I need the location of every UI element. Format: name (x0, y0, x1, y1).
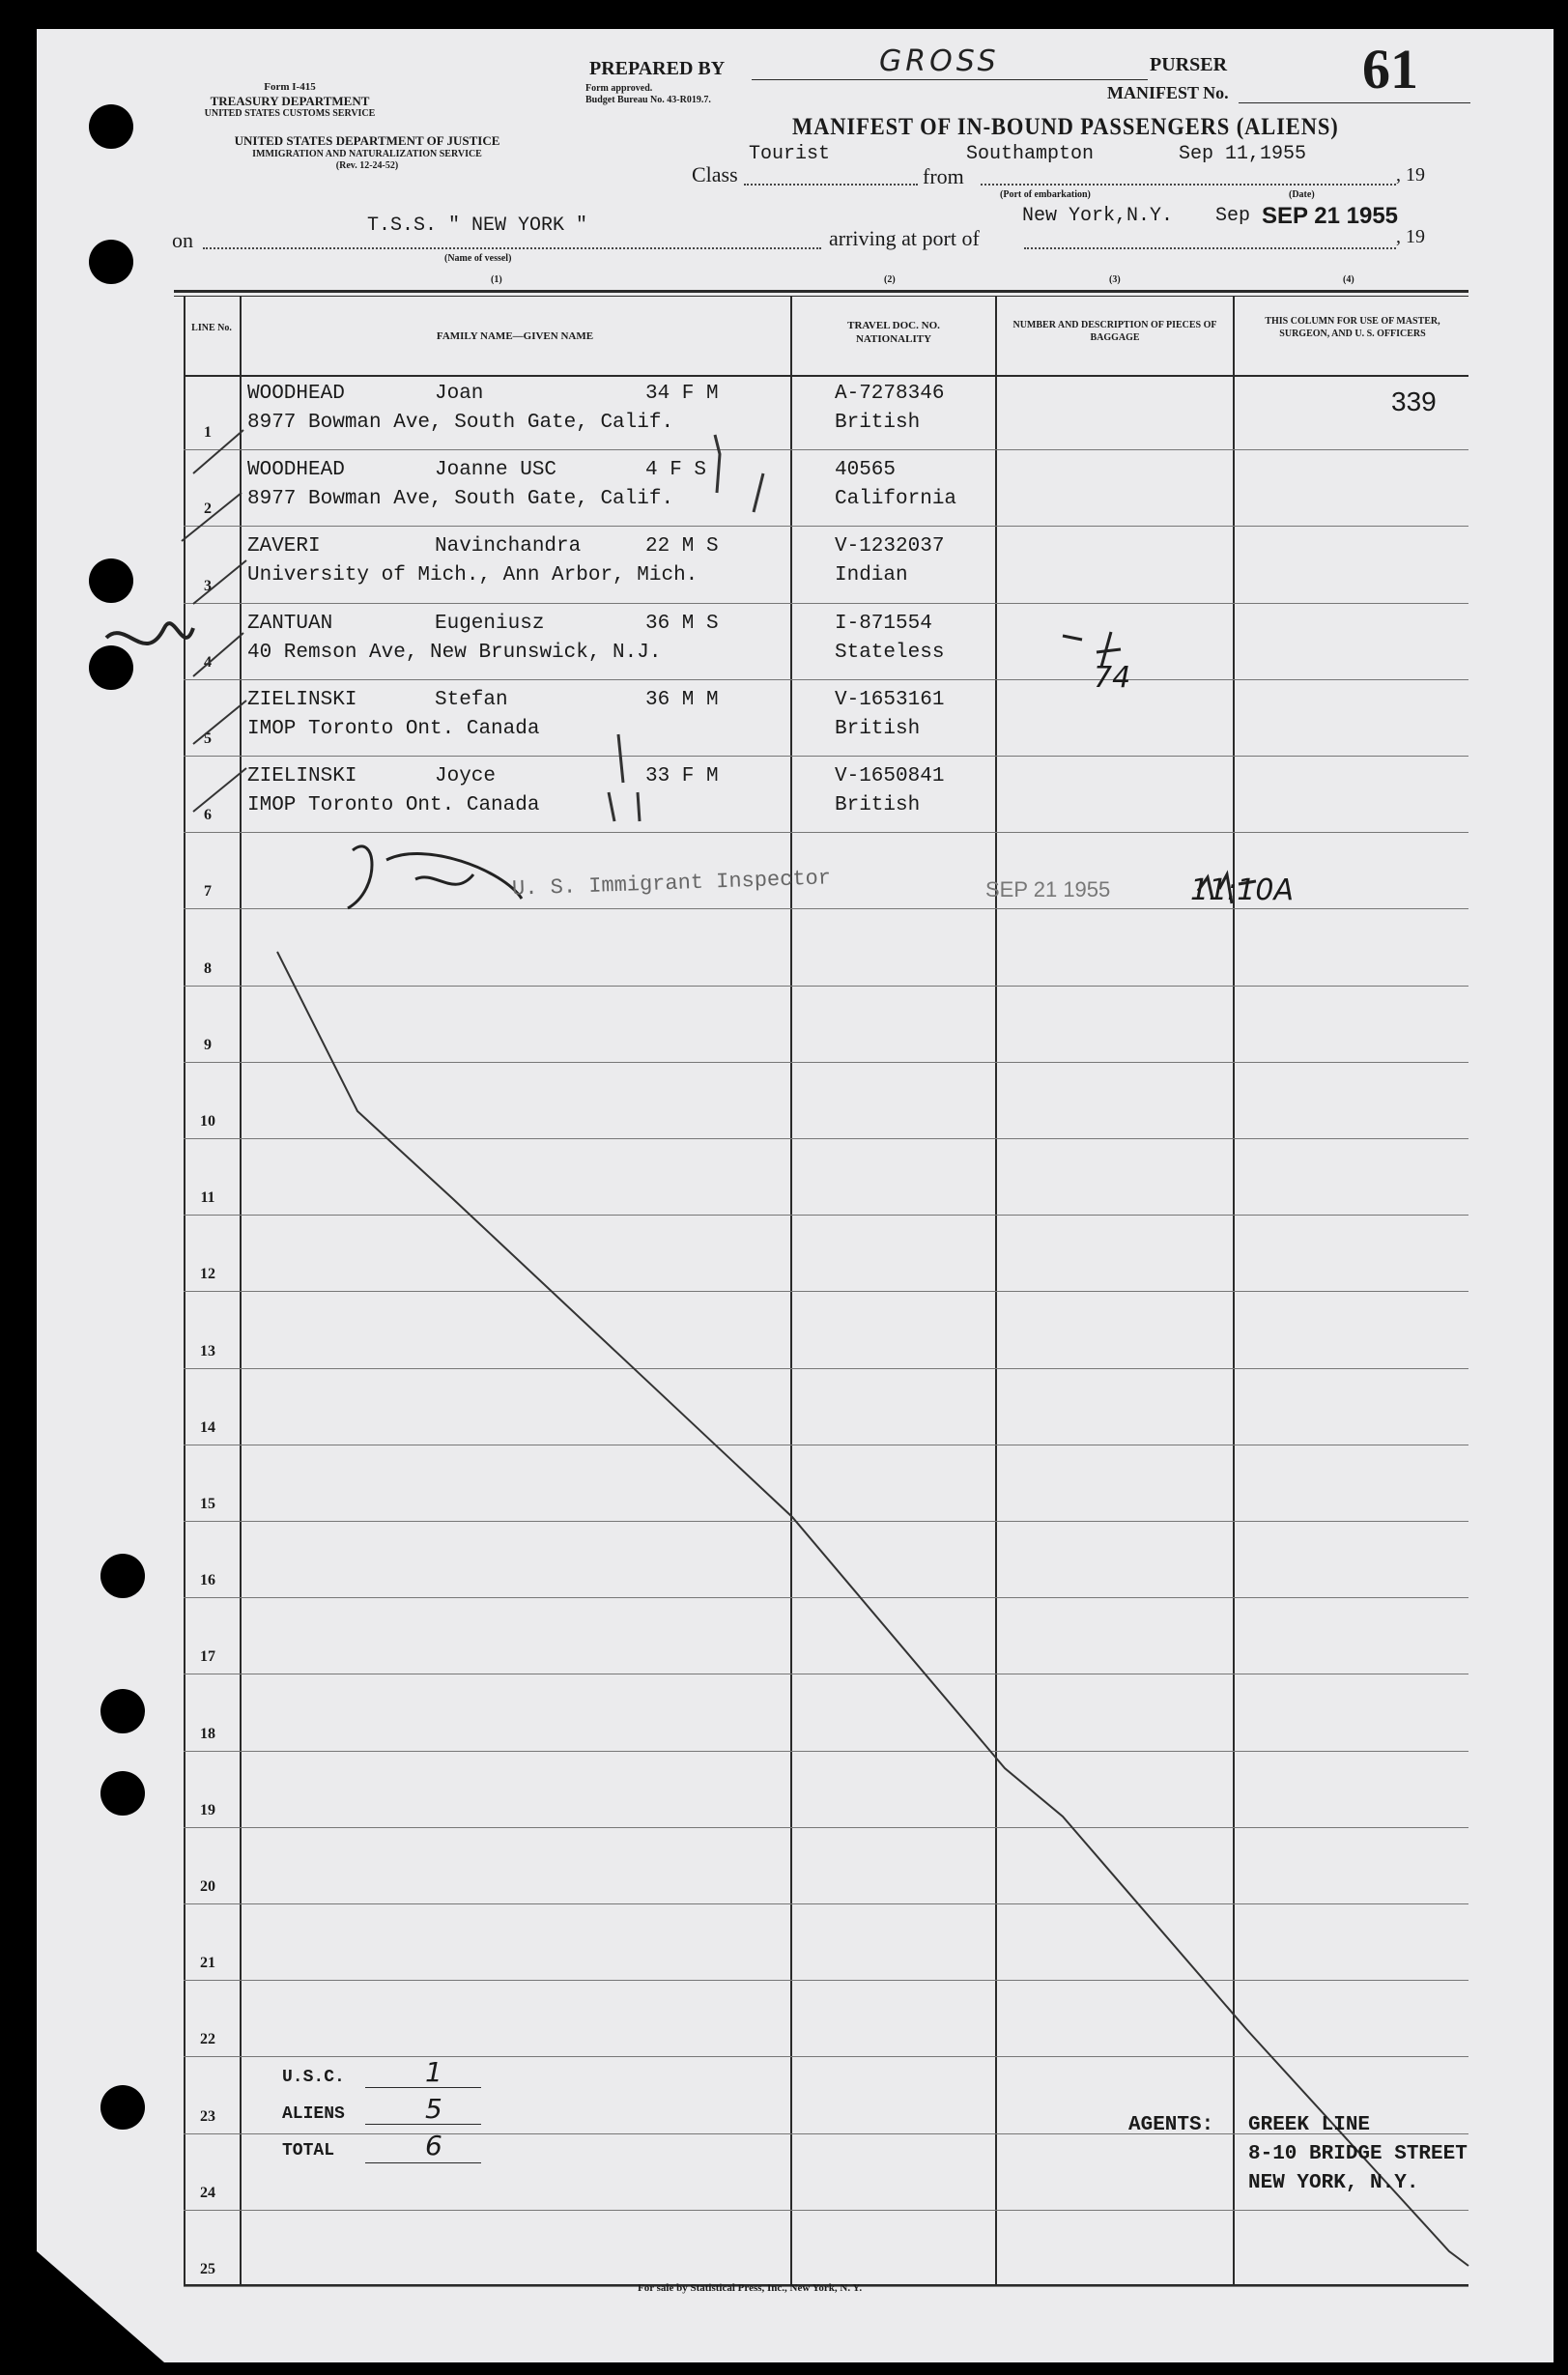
line-number: 21 (200, 1955, 215, 1972)
passenger-travel-doc: I-871554 (835, 612, 932, 635)
line-number: 5 (204, 730, 212, 747)
arrival-date-stamp: SEP 21 1955 (1262, 203, 1399, 229)
budget-bureau: Budget Bureau No. 43-R019.7. (585, 95, 711, 105)
arrival-date-typed: Sep (1215, 205, 1251, 227)
line-number: 4 (204, 653, 212, 671)
inspector-time: 11:10A (1190, 873, 1294, 907)
form-approved: Form approved. (585, 83, 653, 94)
line-number: 1 (204, 424, 212, 442)
passenger-address: IMOP Toronto Ont. Canada (247, 794, 540, 816)
passenger-given-name: Joanne USC (435, 459, 557, 482)
customs-service: UNITED STATES CUSTOMS SERVICE (204, 108, 376, 119)
line-number: 20 (200, 1878, 215, 1895)
passenger-given-name: Joyce (435, 765, 497, 787)
passenger-travel-doc: 40565 (835, 459, 897, 482)
agents-line-1: GREEK LINE (1248, 2114, 1371, 2136)
passenger-nationality: Stateless (835, 641, 945, 664)
col-1-number: (1) (491, 274, 502, 285)
usc-label: U.S.C. (282, 2068, 345, 2087)
line-checkmarks (182, 430, 246, 812)
passenger-nationality: Indian (835, 564, 908, 587)
passenger-age-sex: 33 F M (645, 765, 719, 787)
prepared-by-label: PREPARED BY (589, 58, 726, 79)
passenger-given-name: Eugeniusz (435, 612, 545, 635)
passenger-surname: ZIELINSKI (247, 765, 357, 787)
agents-label: AGENTS: (1128, 2114, 1214, 2136)
aliens-label: ALIENS (282, 2104, 345, 2124)
arriving-label: arriving at port of (829, 226, 980, 250)
header-baggage: NUMBER AND DESCRIPTION OF PIECES OF BAGGAGE (1012, 320, 1217, 343)
line-number: 7 (204, 883, 212, 901)
passenger-address: 8977 Bowman Ave, South Gate, Calif. (247, 488, 674, 511)
revision: (Rev. 12-24-52) (335, 160, 399, 171)
header-line-no: LINE No. (191, 323, 232, 333)
line-number: 13 (200, 1342, 215, 1359)
line-number: 24 (200, 2184, 215, 2201)
passenger-given-name: Joan (435, 383, 484, 405)
line-number: 9 (204, 1036, 212, 1053)
purser-signature: GROSS (879, 44, 1000, 78)
passenger-surname: WOODHEAD (247, 383, 345, 405)
port-caption: (Port of embarkation) (1000, 189, 1091, 200)
line-number: 17 (200, 1648, 215, 1666)
passenger-address: IMOP Toronto Ont. Canada (247, 717, 540, 740)
passenger-nationality: British (835, 412, 921, 434)
departure-date: Sep 11,1955 (1179, 143, 1307, 165)
passenger-baggage: 74 (1094, 660, 1131, 695)
arrival-port: New York,N.Y. (1022, 205, 1174, 227)
line-number: 11 (200, 1189, 215, 1207)
line-number: 3 (204, 577, 212, 594)
line-number: 16 (200, 1572, 215, 1589)
footer-printer: For sale by Statistical Press, Inc., New York, N. Y. (638, 2282, 863, 2294)
passenger-travel-doc: V-1653161 (835, 688, 945, 711)
line-number: 12 (200, 1266, 215, 1283)
passenger-age-sex: 4 F S (645, 459, 707, 482)
passenger-surname: WOODHEAD (247, 459, 345, 482)
passenger-nationality: British (835, 794, 921, 816)
header-name: FAMILY NAME—GIVEN NAME (436, 330, 594, 342)
line-number: 19 (200, 1801, 215, 1818)
col-4-number: (4) (1343, 274, 1354, 285)
line-number: 18 (200, 1725, 215, 1742)
passenger-officer-note: 339 (1391, 386, 1437, 416)
manifest-no-label: MANIFEST No. (1107, 83, 1229, 102)
passenger-address: 40 Remson Ave, New Brunswick, N.J. (247, 641, 662, 664)
ins-service: IMMIGRATION AND NATURALIZATION SERVICE (252, 149, 482, 159)
on-label: on (172, 228, 193, 252)
purser-label: PURSER (1150, 54, 1228, 75)
manifest-number: 61 (1362, 38, 1418, 100)
justice-dept: UNITED STATES DEPARTMENT OF JUSTICE (234, 133, 500, 148)
agents-line-3: NEW YORK, N.Y. (1248, 2172, 1419, 2194)
passenger-nationality: California (835, 488, 957, 511)
cancel-line (277, 952, 1468, 2266)
passenger-travel-doc: V-1650841 (835, 765, 945, 787)
line-number: 25 (200, 2261, 215, 2277)
passenger-age-sex: 36 M S (645, 612, 719, 635)
agents-line-2: 8-10 BRIDGE STREET (1248, 2143, 1468, 2165)
line-number: 23 (200, 2107, 215, 2125)
treasury-dept: TREASURY DEPARTMENT (210, 94, 370, 108)
passenger-age-sex: 22 M S (645, 535, 719, 558)
line-number: 6 (204, 807, 212, 824)
inspector-stamp: U. S. Immigrant Inspector (511, 866, 832, 901)
margin-scribble (106, 623, 193, 644)
class-label: Class (692, 162, 738, 186)
passenger-address: 8977 Bowman Ave, South Gate, Calif. (247, 412, 674, 434)
line-number: 15 (200, 1496, 215, 1512)
form-number: Form I-415 (264, 81, 316, 93)
line-number: 10 (200, 1113, 215, 1130)
inspector-date: SEP 21 1955 (985, 877, 1111, 901)
manifest-title: MANIFEST OF IN-BOUND PASSENGERS (ALIENS) (792, 114, 1339, 140)
total-label: TOTAL (282, 2141, 335, 2160)
aliens-value: 5 (425, 2093, 442, 2125)
passenger-travel-doc: A-7278346 (835, 383, 945, 405)
line-number: 8 (204, 959, 212, 977)
passenger-nationality: British (835, 717, 921, 740)
passenger-surname: ZIELINSKI (247, 688, 357, 711)
from-label: from (923, 164, 964, 188)
passenger-surname: ZANTUAN (247, 612, 333, 635)
col-3-number: (3) (1109, 274, 1121, 285)
inspector-signature (348, 846, 522, 908)
passenger-surname: ZAVERI (247, 535, 321, 558)
line-number: 22 (200, 2031, 215, 2048)
year-suffix: , 19 (1396, 164, 1425, 186)
passenger-age-sex: 36 M M (645, 688, 719, 711)
line-number: 14 (200, 1418, 215, 1436)
total-value: 6 (425, 2130, 442, 2161)
header-officers: THIS COLUMN FOR USE OF MASTER, SURGEON, AND U. S. OFFICERS (1265, 316, 1440, 339)
passenger-travel-doc: V-1232037 (835, 535, 945, 558)
year-suffix-2: , 19 (1396, 226, 1425, 247)
passenger-age-sex: 34 F M (645, 383, 719, 405)
line-number: 2 (204, 501, 212, 518)
header-travel-doc: TRAVEL DOC. NO. NATIONALITY (847, 320, 940, 345)
from-value: Southampton (966, 143, 1095, 165)
passenger-given-name: Stefan (435, 688, 508, 711)
class-value: Tourist (749, 143, 831, 165)
passenger-address: University of Mich., Ann Arbor, Mich. (247, 564, 698, 587)
col-2-number: (2) (884, 274, 896, 285)
passenger-given-name: Navinchandra (435, 535, 582, 558)
usc-value: 1 (425, 2056, 442, 2088)
vessel-caption: (Name of vessel) (444, 253, 512, 264)
date-caption: (Date) (1289, 189, 1315, 200)
vessel-name: T.S.S. " NEW YORK " (367, 215, 588, 237)
